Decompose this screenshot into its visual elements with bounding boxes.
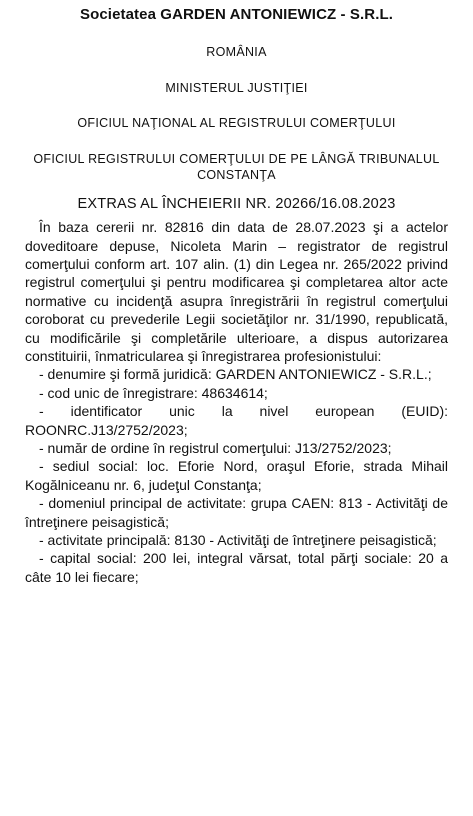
document-body (25, 218, 448, 586)
paragraph-name-legal-form: - denumire şi formă juridică: GARDEN ANTONIEWICZ - S.R.L.; (39, 366, 432, 383)
header-ministry: MINISTERUL JUSTIŢIEI (165, 80, 308, 95)
paragraph-main-activity: - activitate principală: 8130 - Activităţi de întreţinere peisagistică; (39, 532, 437, 549)
paragraph-preamble: În baza cererii nr. 82816 din data de 28.07.2023 şi a actelor doveditoare depuse, Nicoleta Marin – registrator de registrul comerţului conform art. 107 alin. (1) din Legea nr. 265/2022 privind registrul comerţului şi pentru modificarea şi completarea altor acte normative cu incidenţă asupra înregistrării în registrul comerţului coroborat cu prevederile Legii societăţilor nr. 31/1990, republicată, cu modificările şi completările ulterioare, a dispus autorizarea constituirii, înmatricularea şi înregistrarea profesionistului: (25, 219, 448, 364)
paragraph-unique-code: - cod unic de înregistrare: 48634614; (39, 384, 268, 401)
header-local-office: OFICIUL REGISTRULUI COMERŢULUI DE PE LÂNGĂ TRIBUNALUL CONSTANŢA (33, 151, 440, 182)
header-country: ROMÂNIA (206, 45, 267, 59)
company-heading: Societatea GARDEN ANTONIEWICZ - S.R.L. (80, 6, 393, 23)
header-national-office: OFICIUL NAŢIONAL AL REGISTRULUI COMERŢULUI (77, 116, 396, 131)
paragraph-main-domain: - domeniul principal de activitate: grupa CAEN: 813 - Activităţi de întreţinere peisagistică; (25, 495, 448, 530)
paragraph-registered-office: - sediul social: loc. Eforie Nord, oraşul Eforie, strada Mihail Kogălniceanu nr. 6, judeţul Constanţa; (25, 458, 448, 493)
paragraph-euid: - identificator unic la nivel european (EUID): ROONRC.J13/2752/2023; (25, 403, 448, 438)
extract-title: EXTRAS AL ÎNCHEIERII NR. 20266/16.08.2023 (77, 196, 396, 213)
paragraph-registry-number: - număr de ordine în registrul comerţului: J13/2752/2023; (39, 440, 392, 456)
paragraph-share-capital: - capital social: 200 lei, integral vărsat, total părţi sociale: 20 a câte 10 lei fiecare; (25, 550, 448, 585)
